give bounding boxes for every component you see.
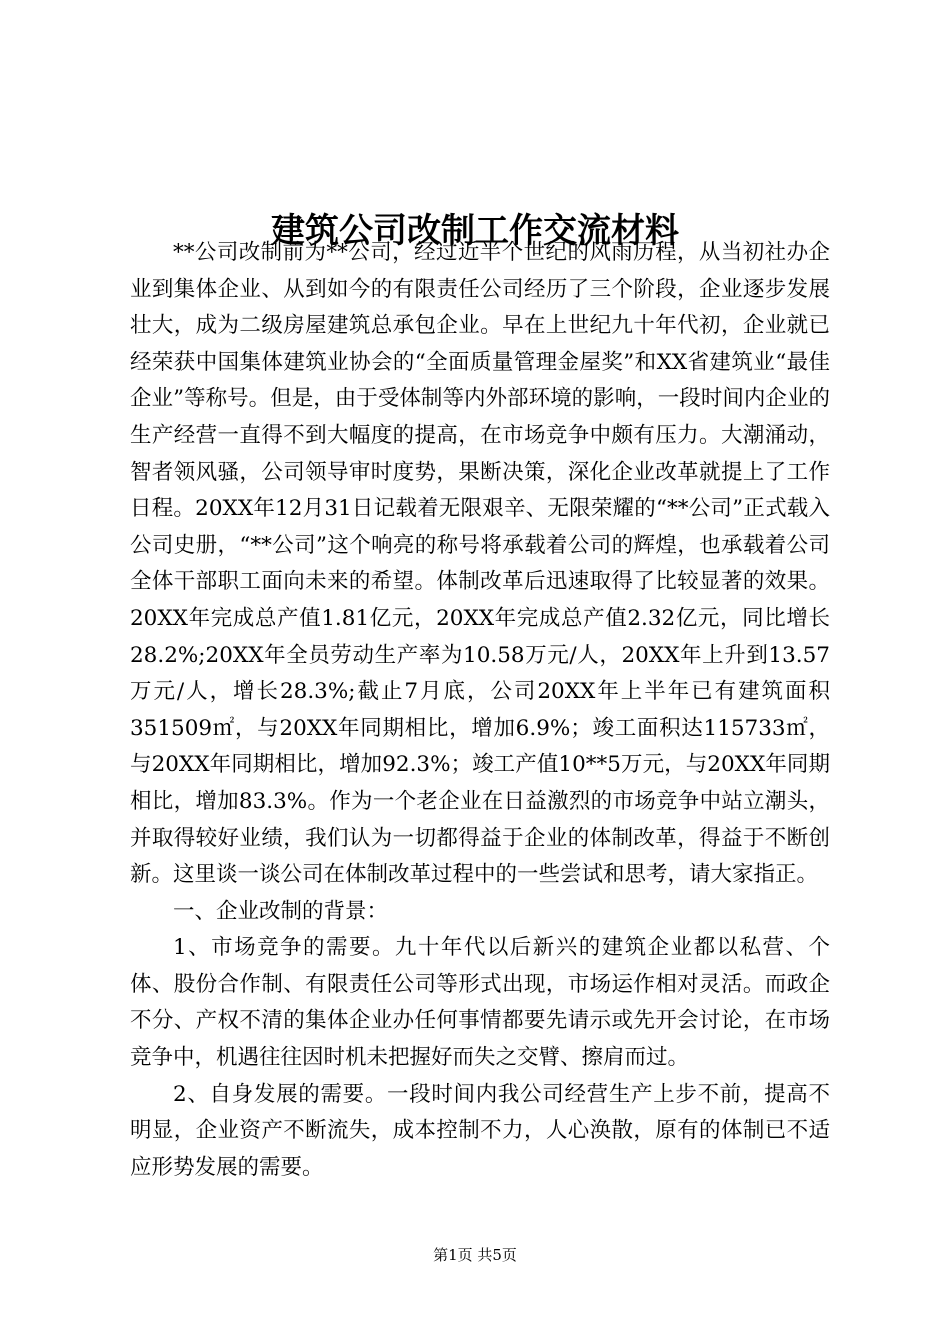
paragraph-heading-background: 一、企业改制的背景： <box>173 898 389 924</box>
paragraph-market-competition: 1、市场竞争的需要。九十年代以后新兴的建筑企业都以私营、个体、股份合作制、有限责任公司等形式出现，市场运作相对灵活。而政企不分、产权不清的集体企业办任何事情都要先请示或先开会讨论，在市场竞争中，机遇往往因时机未把握好而失之交臂、擦肩而过。 <box>130 935 830 1071</box>
page-footer: 第1页 共5页 <box>433 1246 517 1264</box>
document-title: 建筑公司改制工作交流材料 <box>271 210 679 251</box>
paragraph-intro: **公司改制前为**公司，经过近半个世纪的风雨历程，从当初社办企业到集体企业、从到如今的有限责任公司经历了三个阶段，企业逐步发展壮大，成为二级房屋建筑总承包企业。早在上世纪九十年代初，企业就已经荣获中国集体建筑业协会的“全面质量管理金屋奖”和XX省建筑业“最佳企业”等称号。但是，由于受体制等内外部环境的影响，一段时间内企业的生产经营一直得不到大幅度的提高，在市场竞争中颇有压力。大潮涌动，智者领风骚，公司领导审时度势，果断决策，深化企业改革就提上了工作日程。20XX年12月31日记载着无限艰辛、无限荣耀的“**公司”正式载入公司史册，“**公司”这个响亮的称号将承载着公司的辉煌，也承载着公司全体干部职工面向未来的希望。体制改革后迅速取得了比较显著的效果。20XX年完成总产值1.81亿元，20XX年完成总产值2.32亿元，同比增长28.2%;20XX年全员劳动生产率为10.58万元/人，20XX年上升到13.57万元/人，增长28.3%;截止7月底，公司20XX年上半年已有建筑面积351509㎡，与20XX年同期相比，增加6.9%；竣工面积达115733㎡，与20XX年同期相比，增加92.3%；竣工产值10**5万元，与20XX年同期相比，增加83.3%。作为一个老企业在日益激烈的市场竞争中站立潮头，并取得较好业绩，我们认为一切都得益于企业的体制改革，得益于不断创新。这里谈一谈公司在体制改革过程中的一些尝试和思考，请大家指正。 <box>130 240 830 888</box>
document-body <box>130 235 830 1186</box>
paragraph-self-development: 2、自身发展的需要。一段时间内我公司经营生产上步不前，提高不明显，企业资产不断流失，成本控制不力，人心涣散，原有的体制已不适应形势发展的需要。 <box>130 1081 830 1180</box>
